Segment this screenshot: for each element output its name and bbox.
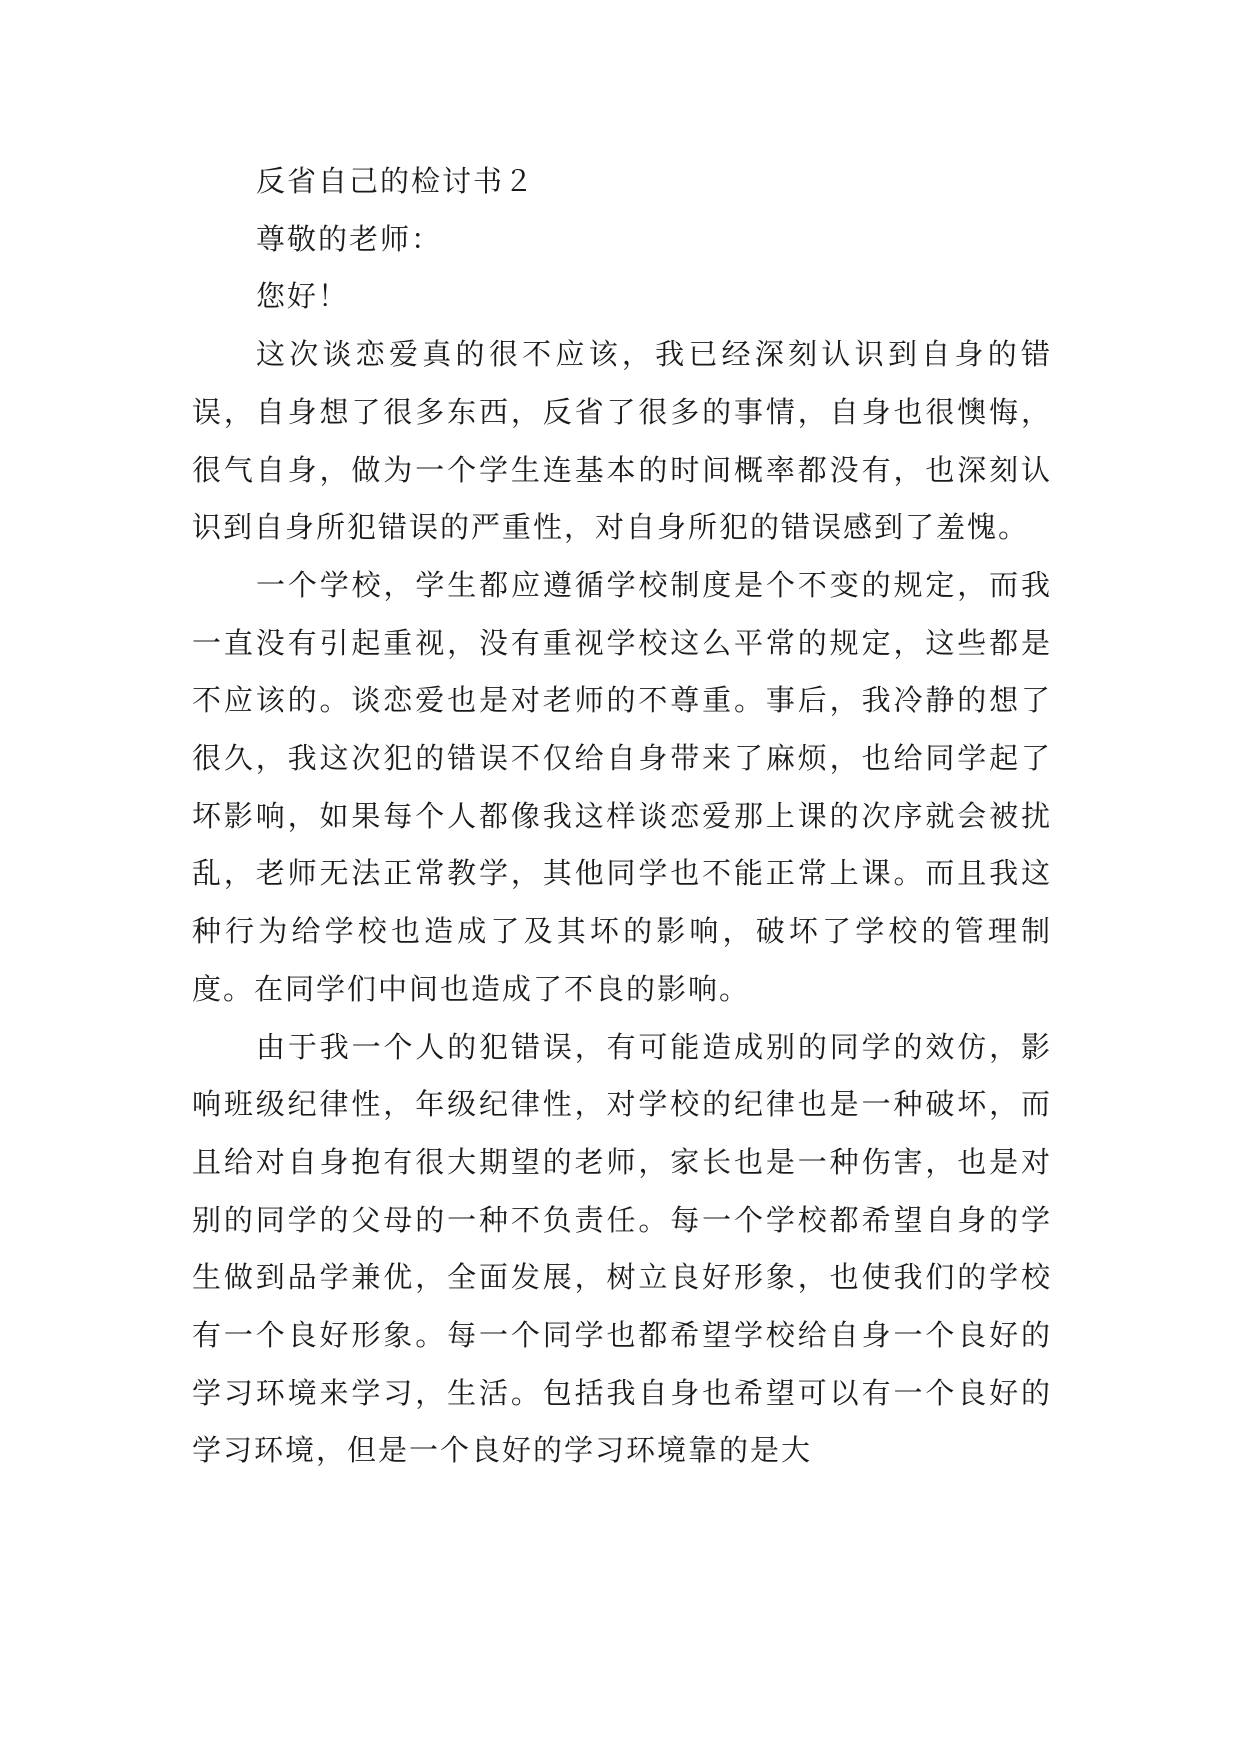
salutation: 尊敬的老师：: [256, 221, 443, 256]
document-title: 反省自己的检讨书２: [256, 164, 536, 198]
paragraph-3: 由于我一个人的犯错误，有可能造成别的同学的效仿，影响班级纪律性，年级纪律性，对学校的纪律也是一种破坏，而且给对自身抱有很大期望的老师，家长也是一种伤害，也是对别的同学的父母的一种不负责任。每一个学校都希望自身的学生做到品学兼优，全面发展，树立良好形象，也使我们的学校有一个良好形象。每一个同学也都希望学校给自身一个良好的学习环境来学习，生活。包括我自身也希望可以有一个良好的学习环境，但是一个良好的学习环境靠的是大: [192, 1029, 1052, 1468]
paragraph-2: 一个学校，学生都应遵循学校制度是个不变的规定，而我一直没有引起重视，没有重视学校这么平常的规定，这些都是不应该的。谈恋爱也是对老师的不尊重。事后，我冷静的想了很久，我这次犯的错误不仅给自身带来了麻烦，也给同学起了坏影响，如果每个人都像我这样谈恋爱那上课的次序就会被扰乱，老师无法正常教学，其他同学也不能正常上课。而且我这种行为给学校也造成了及其坏的影响，破坏了学校的管理制度。在同学们中间也造成了不良的影响。: [192, 567, 1052, 1006]
paragraph-1: 这次谈恋爱真的很不应该，我已经深刻认识到自身的错误，自身想了很多东西，反省了很多的事情，自身也很懊悔，很气自身，做为一个学生连基本的时间概率都没有，也深刻认识到自身所犯错误的严重性，对自身所犯的错误感到了羞愧。: [192, 337, 1052, 545]
greeting: 您好！: [256, 279, 350, 314]
document-body: [192, 153, 1052, 1480]
